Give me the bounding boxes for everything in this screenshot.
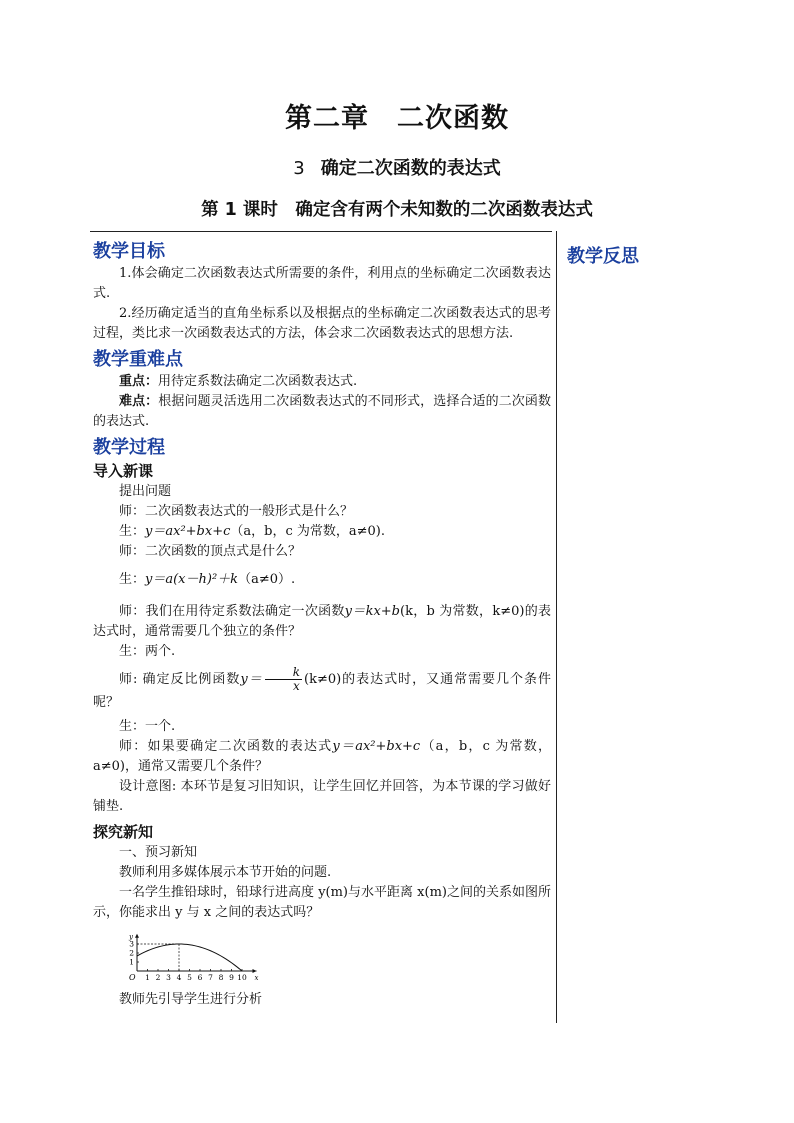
q3-text: 师：我们在用待定系数法确定一次函数 xyxy=(119,604,345,619)
chapter-title: 第二章 二次函数 xyxy=(285,103,509,134)
shot-put-problem: 一名学生推铅球时，铅球行进高度 y(m)与水平距离 x(m)之间的关系如图所示，你能求出 y 与 x 之间的表达式吗？ xyxy=(93,885,551,920)
keypoints-heading: 教学重难点 xyxy=(93,349,183,370)
fraction-denominator: x xyxy=(292,679,300,693)
key-point xyxy=(93,372,551,392)
difficult-label: 难点： xyxy=(119,394,159,409)
goal-item: 1.体会确定二次函数表达式所需要的条件，利用点的坐标确定二次函数表达式. xyxy=(93,266,551,301)
shot-put-graph xyxy=(127,927,257,983)
q4-text: 师: 确定反比例函数 xyxy=(119,672,241,687)
y-axis-arrow xyxy=(135,934,139,938)
y-axis-label: y xyxy=(129,932,133,941)
preview-heading: 一、预习新知 xyxy=(119,845,198,860)
difficult-point xyxy=(93,392,551,432)
key-text: 用待定系数法确定二次函数表达式. xyxy=(158,374,358,389)
x-tick-label: 6 xyxy=(197,973,203,982)
dialogue-q2: 师：二次函数的顶点式是什么？ xyxy=(119,544,302,559)
reflection-heading: 教学反思 xyxy=(567,246,639,267)
key-label: 重点： xyxy=(119,374,159,389)
dialogue-q3 xyxy=(93,602,551,642)
section-title xyxy=(0,154,794,180)
dialogue-q5 xyxy=(93,737,551,777)
x-tick-label: 9 xyxy=(229,973,234,982)
teacher-guide: 教师先引导学生进行分析 xyxy=(119,992,263,1007)
x-tick-label: 3 xyxy=(166,973,171,982)
design-intent: 设计意图: 本环节是复习旧知识，让学生回忆并回答，为本节课的学习做好铺垫. xyxy=(93,779,551,814)
y-tick-label: 1 xyxy=(129,957,134,967)
goal-item: 2.经历确定适当的直角坐标系以及根据点的坐标确定二次函数表达式的思考过程，类比求一次函数表达式的方法，体会求二次函数表达式的思想方法. xyxy=(93,306,551,341)
x-tick-label: 1 xyxy=(145,973,150,982)
x-axis-arrow xyxy=(253,969,257,973)
x-tick-label: 8 xyxy=(218,973,224,982)
explore-heading: 探究新知 xyxy=(93,823,154,841)
intro-heading: 导入新课 xyxy=(93,462,154,480)
goals-heading: 教学目标 xyxy=(93,241,165,262)
a1-suffix: （a，b，c 为常数，a≠0). xyxy=(230,524,385,539)
vertex-form-formula: y＝a(x－h)²＋k xyxy=(145,572,239,587)
general-form-formula: y＝ax²+bx+c xyxy=(145,524,231,539)
difficult-text: 根据问题灵活选用二次函数表达式的不同形式，选择合适的二次函数的表达式. xyxy=(93,394,551,429)
x-tick-label: 7 xyxy=(208,973,213,982)
section-number: 3 xyxy=(293,158,305,179)
speaker: 生： xyxy=(119,524,146,539)
trajectory-curve xyxy=(137,944,242,971)
raise-question: 提出问题 xyxy=(119,484,172,499)
x-axis-label: x xyxy=(254,974,259,982)
process-heading: 教学过程 xyxy=(93,437,165,458)
column-divider xyxy=(556,231,557,1023)
y-tick-label: 3 xyxy=(129,939,134,949)
a2-suffix: （a≠0）. xyxy=(238,572,296,587)
speaker: 生： xyxy=(119,572,146,587)
x-tick-label: 4 xyxy=(176,973,182,982)
y-tick-label: 2 xyxy=(129,948,134,958)
dialogue-q1: 师：二次函数表达式的一般形式是什么？ xyxy=(119,504,354,519)
teacher-show: 教师利用多媒体展示本节开始的问题. xyxy=(119,865,332,880)
q4-text-rest: (k≠0)的表达式时，又通常需要几个条件呢？ xyxy=(93,672,552,710)
x-tick-label: 5 xyxy=(187,973,192,982)
dialogue-a3: 生：两个. xyxy=(119,644,176,659)
main-column xyxy=(93,240,551,1010)
dialogue-a4: 生：一个. xyxy=(119,719,176,734)
quadratic-formula: y＝ax²+bx+c xyxy=(332,739,421,754)
origin-label: O xyxy=(129,973,136,982)
inverse-y: y＝ xyxy=(240,672,263,687)
inverse-fraction xyxy=(265,666,302,693)
x-tick-label: 10 xyxy=(237,973,247,982)
section-title-text: 确定二次函数的表达式 xyxy=(320,158,501,179)
table-top-rule xyxy=(90,231,552,232)
linear-formula: y＝kx+b xyxy=(344,604,400,619)
lesson-title: 第 1 课时 确定含有两个未知数的二次函数表达式 xyxy=(201,200,593,220)
q5-text: 师：如果要确定二次函数的表达式 xyxy=(119,739,333,754)
q5-text-rest: （a，b，c 为常数，a≠0)，通常又需要几个条件？ xyxy=(93,739,551,774)
x-tick-label: 2 xyxy=(155,973,161,982)
dialogue-a2 xyxy=(119,568,551,592)
dialogue-a1 xyxy=(93,522,551,542)
fraction-numerator: k xyxy=(265,666,302,680)
dialogue-q4 xyxy=(93,666,551,713)
q3-text-rest: (k，b 为常数，k≠0)的表达式时，通常需要几个独立的条件？ xyxy=(93,604,551,639)
